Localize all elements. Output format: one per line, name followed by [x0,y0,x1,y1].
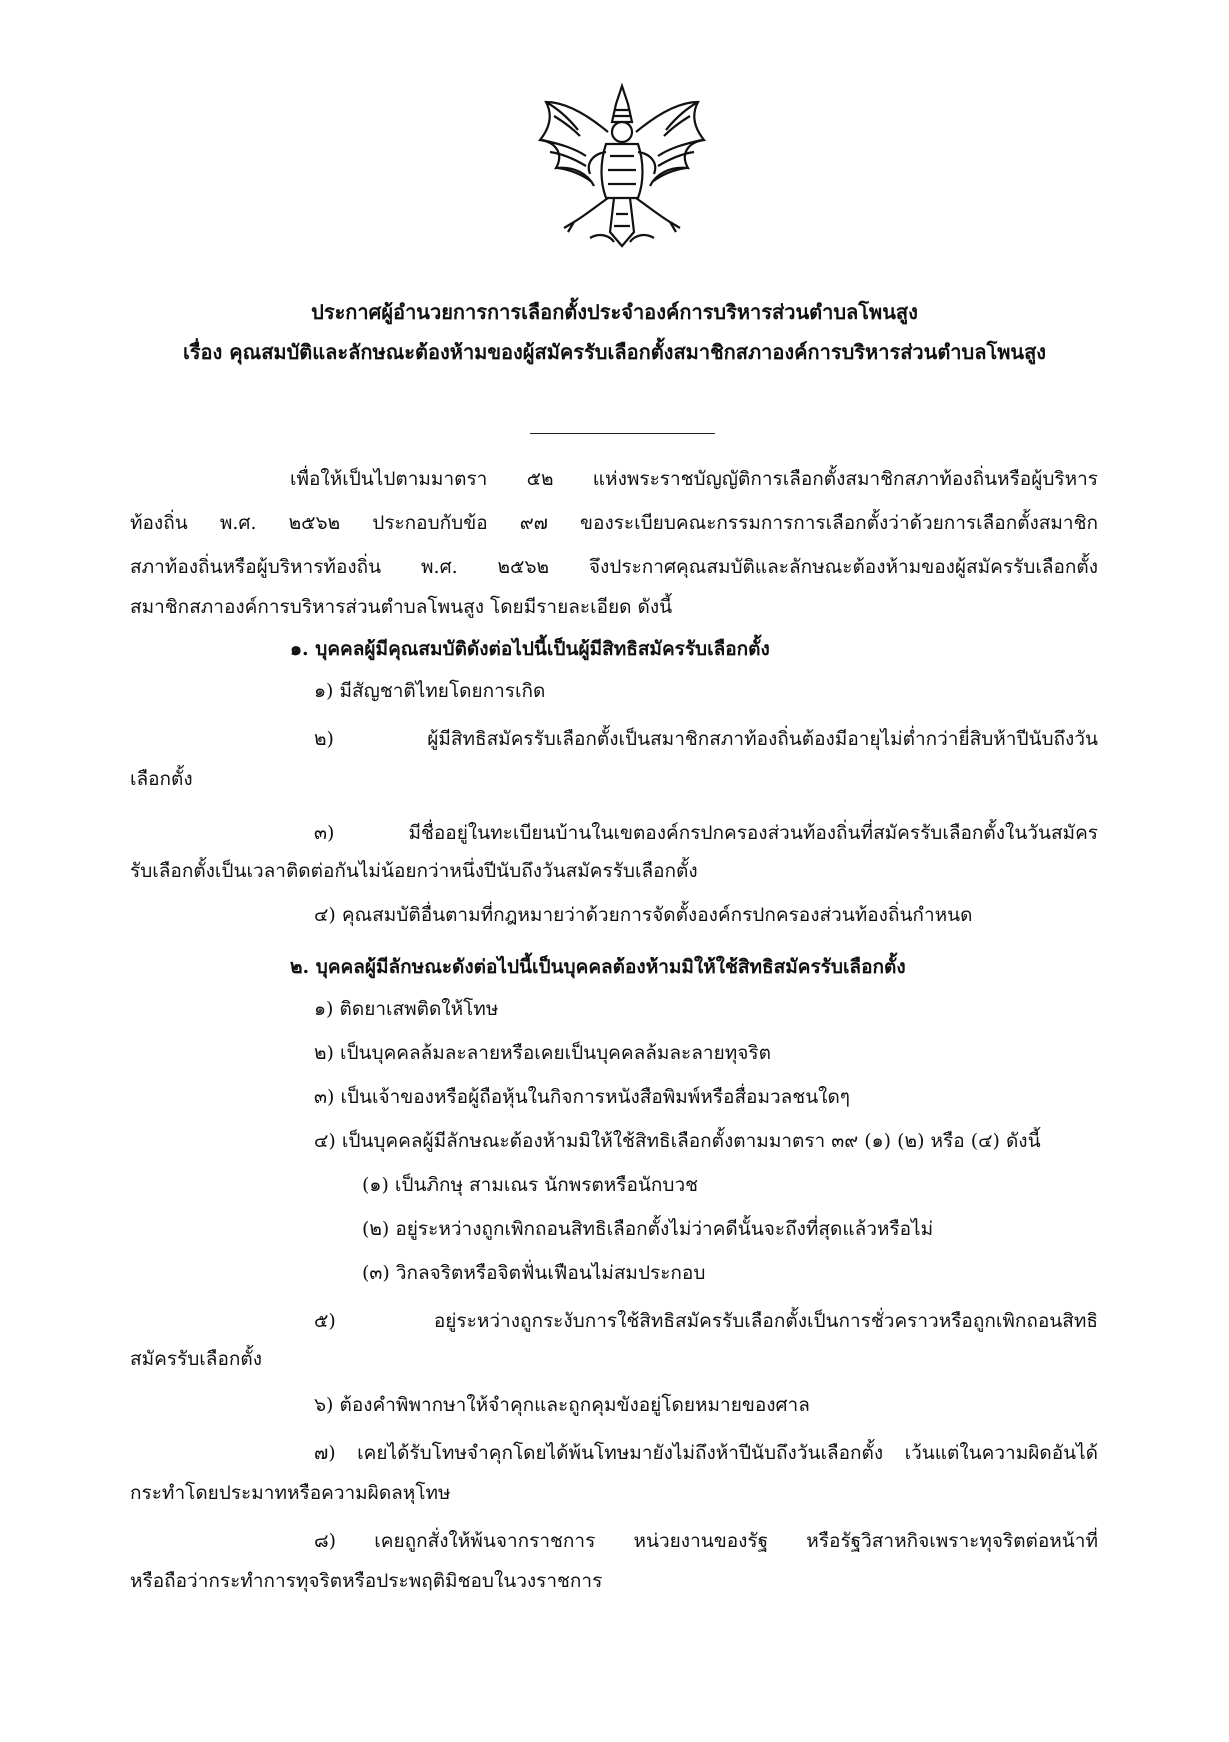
section2-item: ๓) เป็นเจ้าของหรือผู้ถือหุ้นในกิจการหนังสือพิมพ์หรือสื่อมวลชนใดๆ [314,1086,850,1108]
section1-item: ๑) มีสัญชาติไทยโดยการเกิด [314,680,546,702]
section1-heading: ๑. บุคคลผู้มีคุณสมบัติดังต่อไปนี้เป็นผู้มีสิทธิสมัครรับเลือกตั้ง [290,638,770,660]
garuda-emblem-icon [534,82,710,250]
intro-line: สมาชิกสภาองค์การบริหารส่วนตำบลโพนสูง โดยมีรายละเอียด ดังนี้ [130,596,673,618]
section2-item: ๘) เคยถูกสั่งให้พ้นจากราชการ หน่วยงานของรัฐ หรือรัฐวิสาหกิจเพราะทุจริตต่อหน้าที่ [314,1530,1098,1552]
section2-item-continuation: สมัครรับเลือกตั้ง [130,1348,262,1370]
section1-item: ๔) คุณสมบัติอื่นตามที่กฎหมายว่าด้วยการจัดตั้งองค์กรปกครองส่วนท้องถิ่นกำหนด [314,904,973,926]
intro-line: สภาท้องถิ่นหรือผู้บริหารท้องถิ่น พ.ศ. ๒๕๖๒ จึงประกาศคุณสมบัติและลักษณะต้องห้ามของผู้สมัครรับเลือกตั้ง [130,556,1098,578]
announcement-title: ประกาศผู้อำนวยการการเลือกตั้งประจำองค์การบริหารส่วนตำบลโพนสูง [311,300,918,324]
section2-item: ๒) เป็นบุคคลล้มละลายหรือเคยเป็นบุคคลล้มละลายทุจริต [314,1042,771,1064]
section1-item: ๓) มีชื่ออยู่ในทะเบียนบ้านในเขตองค์กรปกครองส่วนท้องถิ่นที่สมัครรับเลือกตั้งในวันสมัคร [314,822,1098,844]
announcement-subject: เรื่อง คุณสมบัติและลักษณะต้องห้ามของผู้สมัครรับเลือกตั้งสมาชิกสภาองค์การบริหารส่วนตำบลโพนสูง [182,340,1047,364]
section2-item: ๔) เป็นบุคคลผู้มีลักษณะต้องห้ามมิให้ใช้สิทธิเลือกตั้งตามมาตรา ๓๙ (๑) (๒) หรือ (๔) ดังนี้ [314,1130,1041,1152]
section2-heading: ๒. บุคคลผู้มีลักษณะดังต่อไปนี้เป็นบุคคลต้องห้ามมิให้ใช้สิทธิสมัครรับเลือกตั้ง [290,956,906,978]
section2-item-continuation: หรือถือว่ากระทำการทุจริตหรือประพฤติมิชอบในวงราชการ [130,1570,603,1592]
section2-item: ๖) ต้องคำพิพากษาให้จำคุกและถูกคุมขังอยู่โดยหมายของศาล [314,1394,810,1416]
section1-item: ๒) ผู้มีสิทธิสมัครรับเลือกตั้งเป็นสมาชิกสภาท้องถิ่นต้องมีอายุไม่ต่ำกว่ายี่สิบห้าปีนับถึงวัน [314,728,1098,750]
section2-subitem: (๑) เป็นภิกษุ สามเณร นักพรตหรือนักบวช [362,1174,699,1196]
section2-item: ๑) ติดยาเสพติดให้โทษ [314,998,499,1020]
section1-item-continuation: เลือกตั้ง [130,768,193,790]
section2-item: ๗) เคยได้รับโทษจำคุกโดยได้พ้นโทษมายังไม่ถึงห้าปีนับถึงวันเลือกตั้ง เว้นแต่ในความผิดอันได้ [314,1442,1098,1464]
intro-line: ท้องถิ่น พ.ศ. ๒๕๖๒ ประกอบกับข้อ ๙๗ ของระเบียบคณะกรรมการการเลือกตั้งว่าด้วยการเลือกตั้งสมาชิก [130,512,1098,534]
section2-item: ๕) อยู่ระหว่างถูกระงับการใช้สิทธิสมัครรับเลือกตั้งเป็นการชั่วคราวหรือถูกเพิกถอนสิทธิ [314,1310,1098,1332]
section2-subitem: (๒) อยู่ระหว่างถูกเพิกถอนสิทธิเลือกตั้งไม่ว่าคดีนั้นจะถึงที่สุดแล้วหรือไม่ [362,1218,934,1240]
section1-item-continuation: รับเลือกตั้งเป็นเวลาติดต่อกันไม่น้อยกว่าหนึ่งปีนับถึงวันสมัครรับเลือกตั้ง [130,860,698,882]
section2-item-continuation: กระทำโดยประมาทหรือความผิดลหุโทษ [130,1482,451,1504]
section2-subitem: (๓) วิกลจริตหรือจิตฟั่นเฟือนไม่สมประกอบ [362,1262,706,1284]
intro-line: เพื่อให้เป็นไปตามมาตรา ๕๒ แห่งพระราชบัญญัติการเลือกตั้งสมาชิกสภาท้องถิ่นหรือผู้บริหาร [290,468,1098,490]
title-divider [530,433,715,434]
